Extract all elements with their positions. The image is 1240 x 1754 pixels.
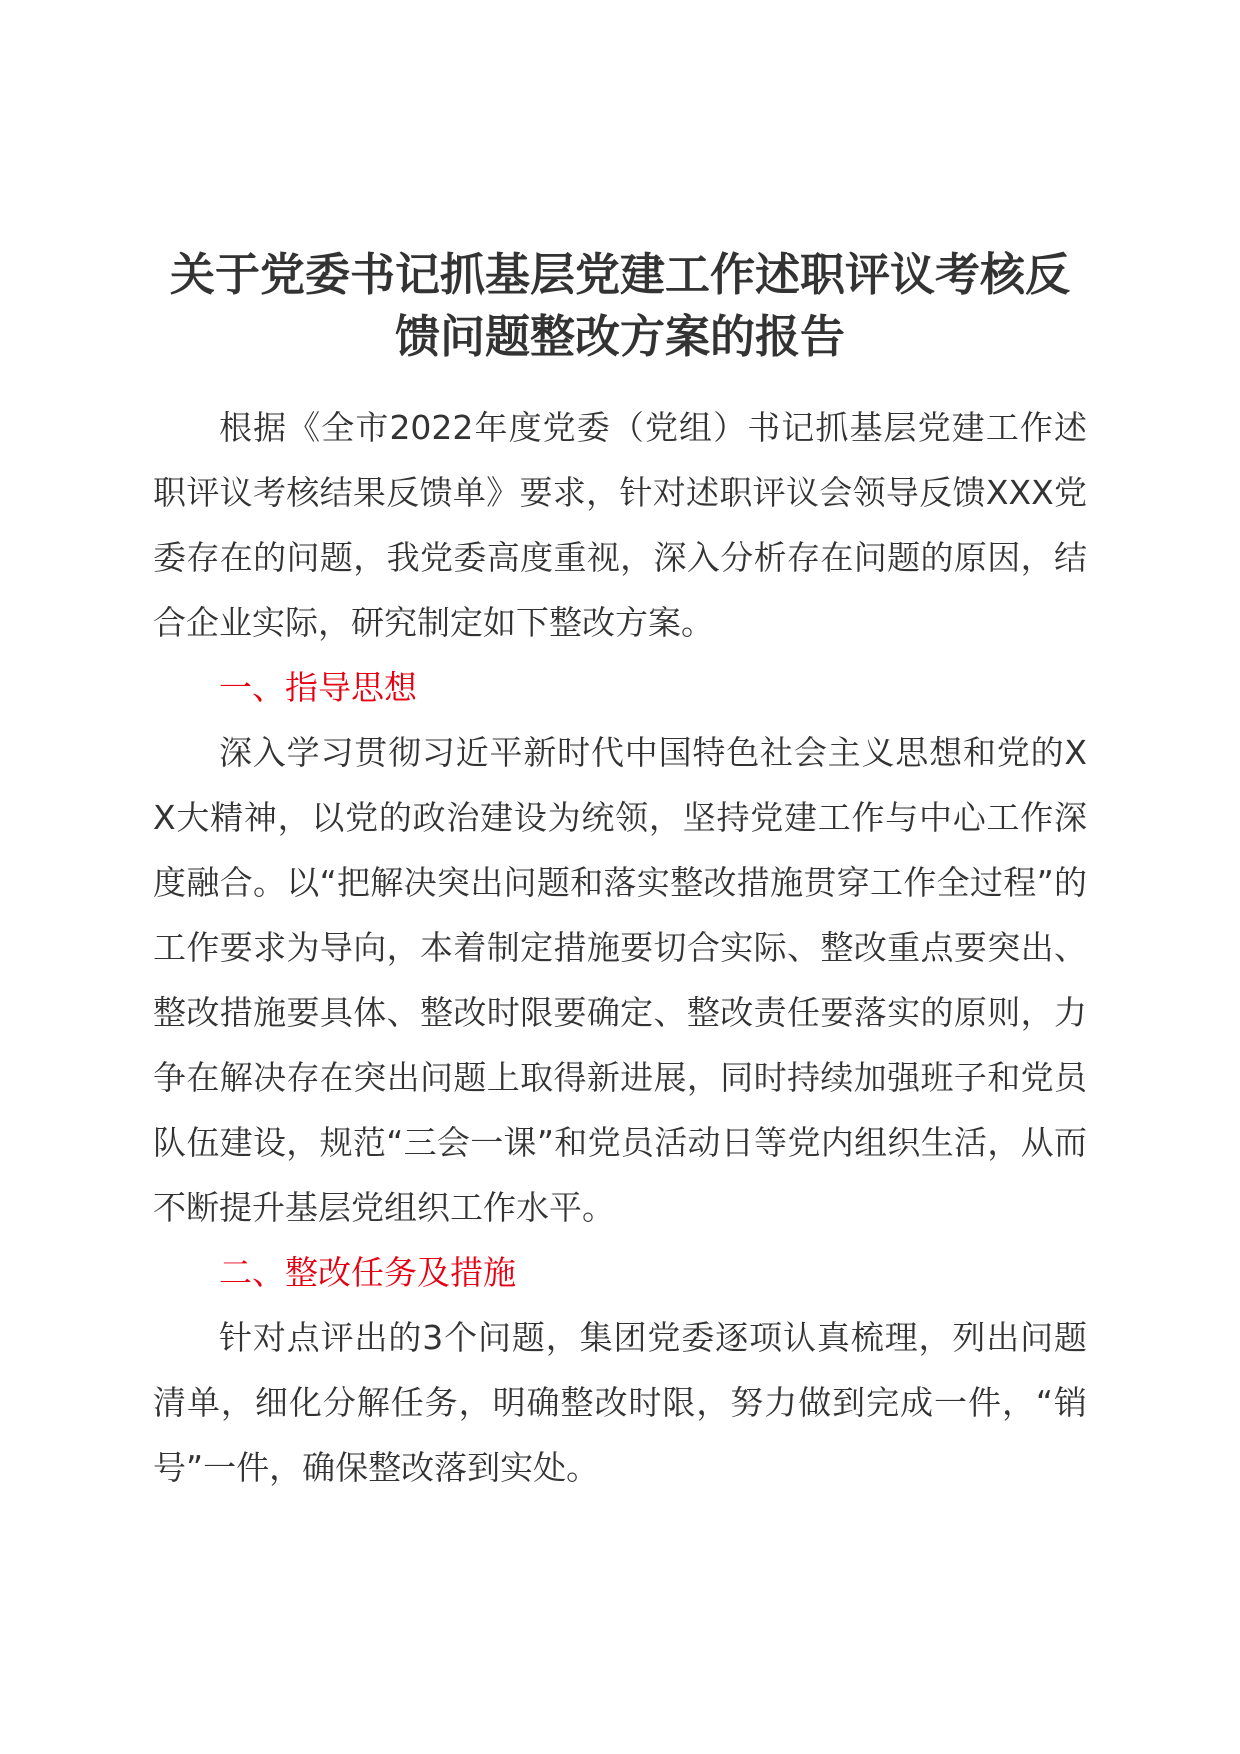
- section-heading-guiding-thought: 一、指导思想: [219, 668, 417, 707]
- section-heading-tasks-measures: 二、整改任务及措施: [219, 1253, 516, 1292]
- document-title: 关于党委书记抓基层党建工作述职评议考核反馈问题整改方案的报告: [169, 248, 1070, 363]
- tasks-paragraph: 针对点评出的3个问题，集团党委逐项认真梳理，列出问题清单，细化分解任务，明确整改时限，努力做到完成一件，“销号”一件，确保整改落到实处。: [153, 1318, 1087, 1487]
- guiding-thought-paragraph: 深入学习贯彻习近平新时代中国特色社会主义思想和党的XX大精神，以党的政治建设为统领，坚持党建工作与中心工作深度融合。以“把解决突出问题和落实整改措施贯穿工作全过程”的工作要求为导向，本着制定措施要切合实际、整改重点要突出、整改措施要具体、整改时限要确定、整改责任要落实的原则，力争在解决存在突出问题上取得新进展，同时持续加强班子和党员队伍建设，规范“三会一课”和党员活动日等党内组织生活，从而不断提升基层党组织工作水平。: [153, 733, 1087, 1227]
- intro-paragraph: 根据《全市2022年度党委（党组）书记抓基层党建工作述职评议考核结果反馈单》要求，针对述职评议会领导反馈XXX党委存在的问题，我党委高度重视，深入分析存在问题的原因，结合企业实际，研究制定如下整改方案。: [153, 408, 1087, 642]
